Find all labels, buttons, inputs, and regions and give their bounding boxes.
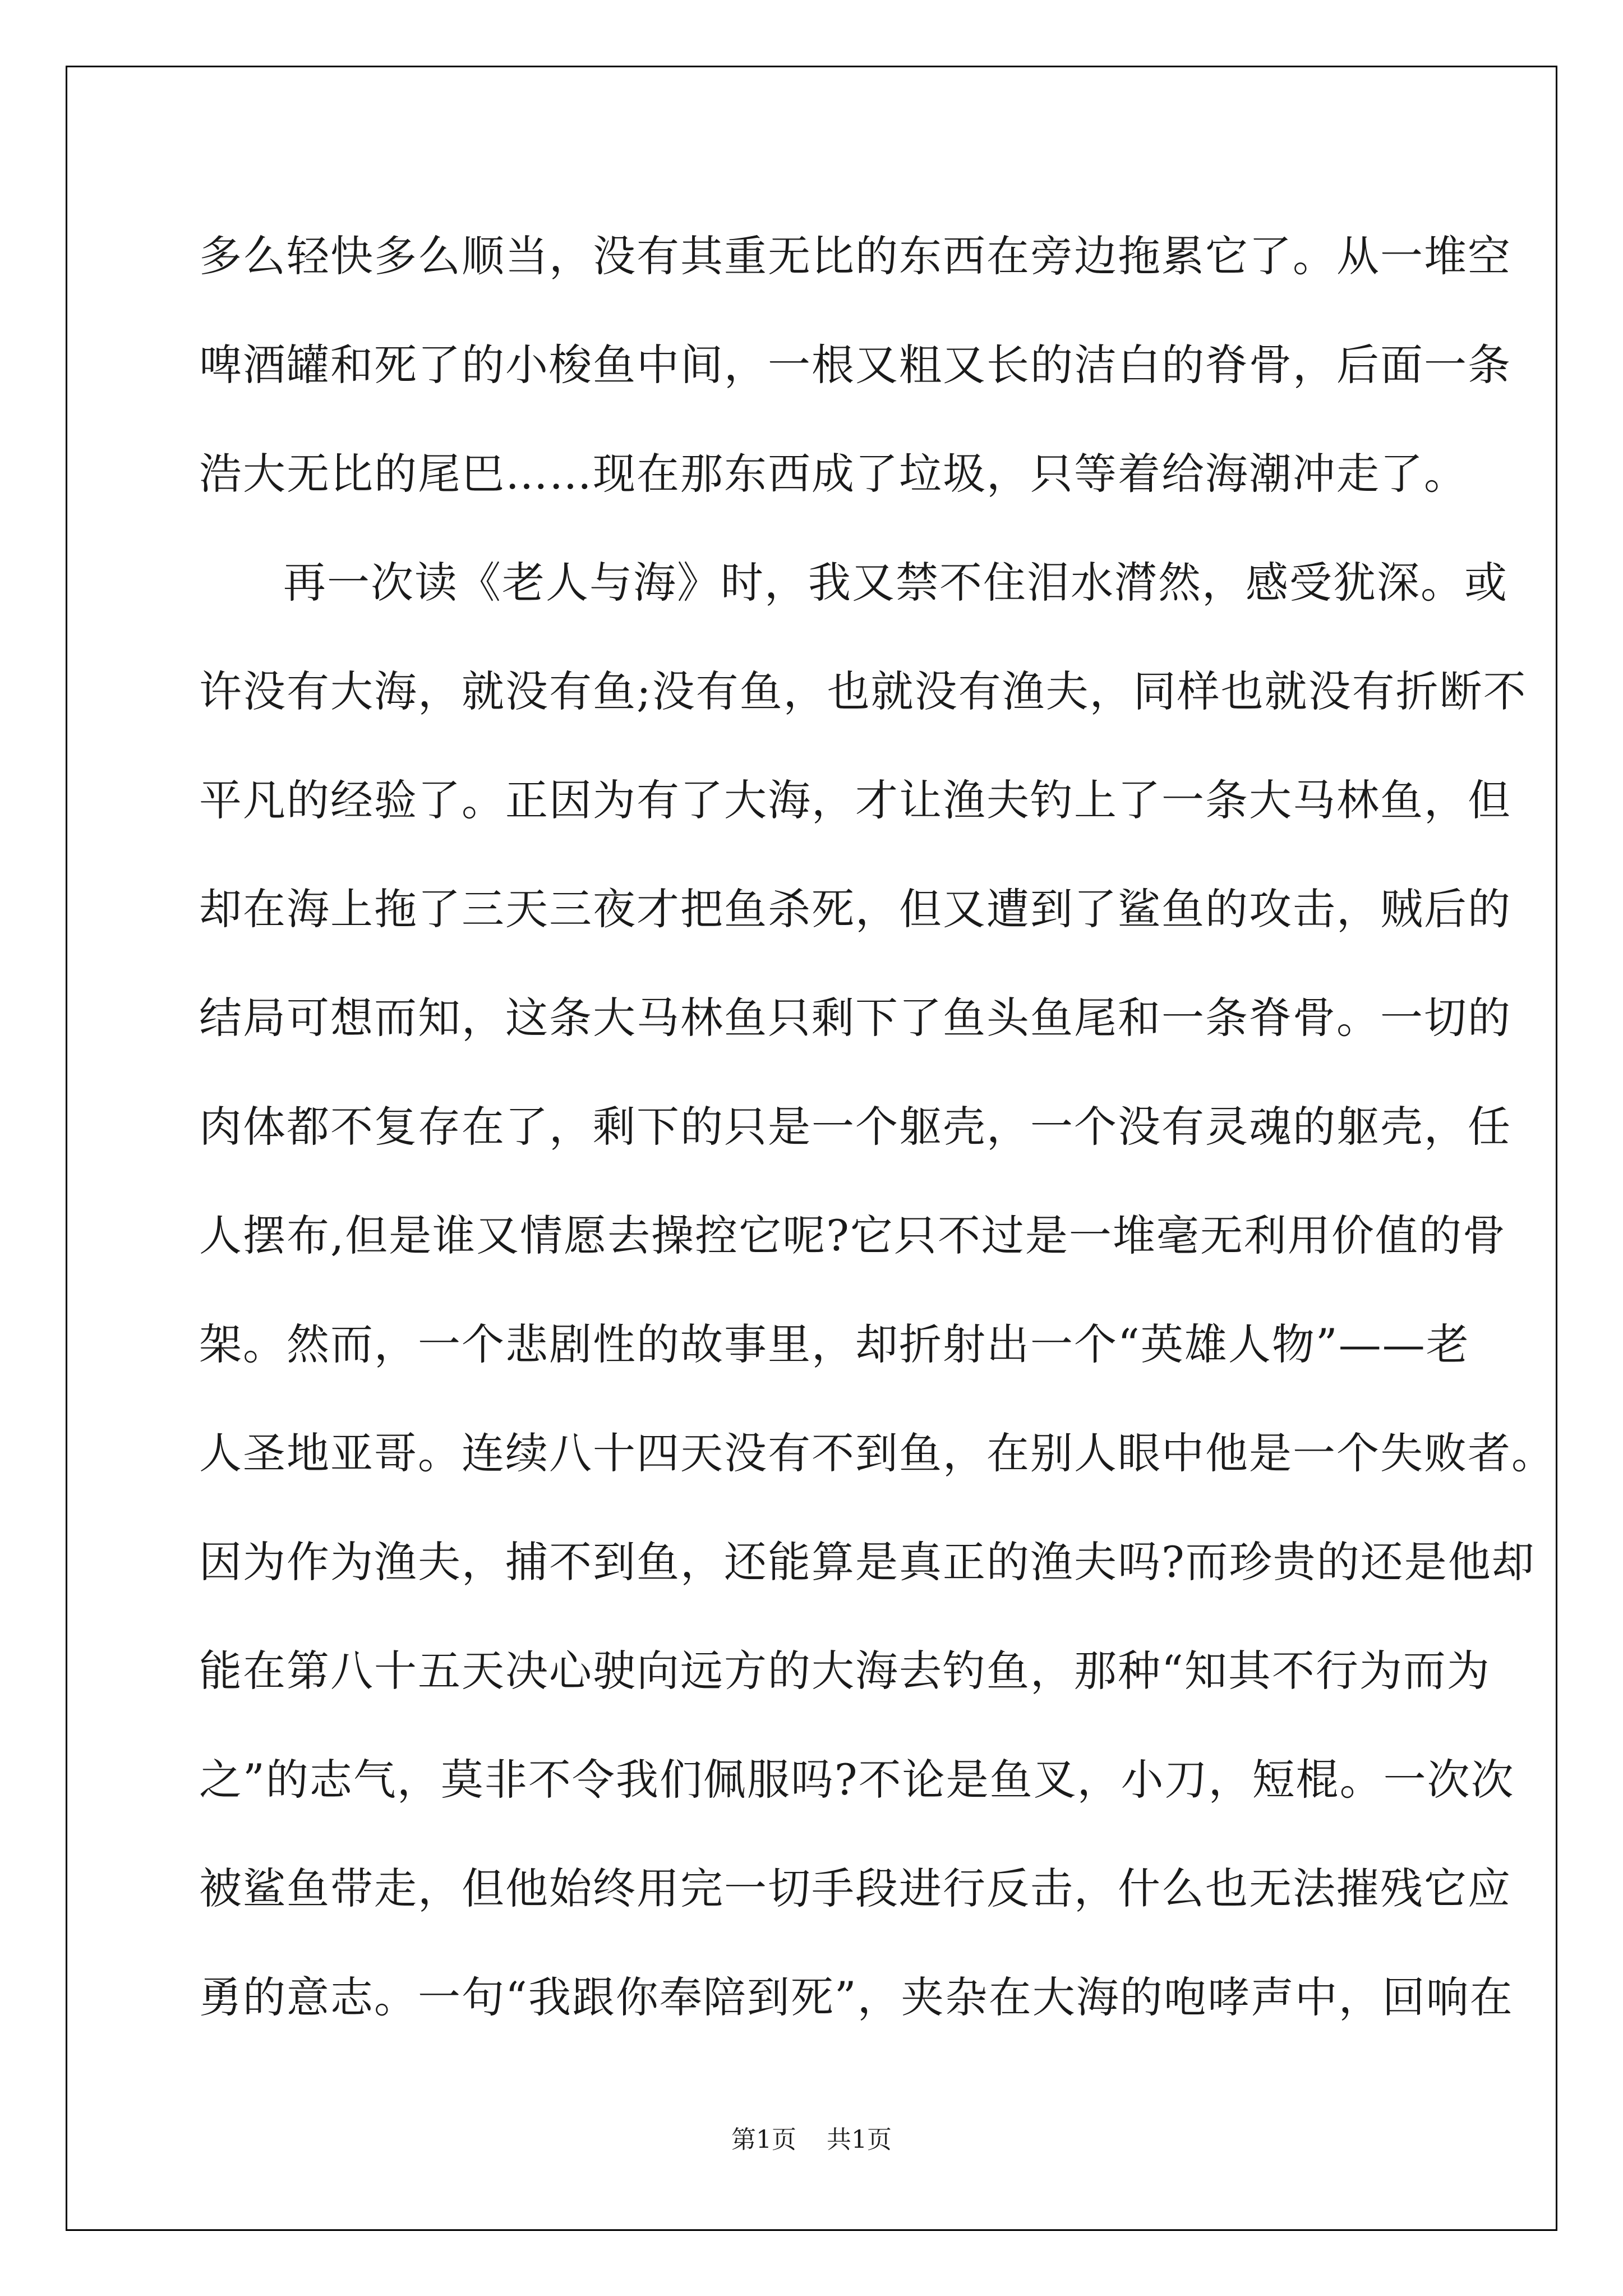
text-line: 却在海上拖了三天三夜才把鱼杀死，但又遭到了鲨鱼的攻击，贼后的	[199, 884, 1511, 934]
text-line: 肉体都不复存在了，剩下的只是一个躯壳，一个没有灵魂的躯壳，任	[199, 1102, 1511, 1152]
text-line: 结局可想而知，这条大马林鱼只剩下了鱼头鱼尾和一条脊骨。一切的	[199, 993, 1511, 1043]
text-line: 再一次读《老人与海》时，我又禁不住泪水潸然，感受犹深。或	[283, 558, 1508, 608]
text-line: 因为作为渔夫，捕不到鱼，还能算是真正的渔夫吗?而珍贵的还是他却	[199, 1537, 1536, 1587]
page-number-current: 第1页	[731, 2125, 796, 2154]
page-number-total: 共1页	[827, 2125, 892, 2154]
text-line: 架。然而，一个悲剧性的故事里，却折射出一个“英雄人物”——老	[199, 1319, 1470, 1369]
text-line: 人摆布,但是谁又情愿去操控它呢?它只不过是一堆毫无利用价值的骨	[199, 1211, 1506, 1260]
text-line: 浩大无比的尾巴……现在那东西成了垃圾，只等着给海潮冲走了。	[199, 449, 1468, 499]
text-line: 人圣地亚哥。连续八十四天没有不到鱼，在别人眼中他是一个失败者。	[199, 1428, 1555, 1478]
text-line: 勇的意志。一句“我跟你奉陪到死”，夹杂在大海的咆哮声中，回响在	[199, 1972, 1514, 2022]
document-body	[199, 202, 1555, 2052]
text-line: 许没有大海，就没有鱼;没有鱼，也就没有渔夫，同样也就没有折断不	[199, 666, 1527, 716]
text-line: 平凡的经验了。正因为有了大海，才让渔夫钓上了一条大马林鱼，但	[199, 775, 1511, 825]
text-line: 被鲨鱼带走，但他始终用完一切手段进行反击，什么也无法摧残它应	[199, 1864, 1511, 1913]
text-line: 啤酒罐和死了的小梭鱼中间，一根又粗又长的洁白的脊骨，后面一条	[199, 340, 1511, 390]
text-line: 能在第八十五天决心驶向远方的大海去钓鱼，那种“知其不行为而为	[199, 1646, 1491, 1696]
page-footer	[0, 2119, 1623, 2155]
text-line: 之”的志气，莫非不令我们佩服吗?不论是鱼叉，小刀，短棍。一次次	[199, 1755, 1515, 1805]
text-line: 多么轻快多么顺当，没有其重无比的东西在旁边拖累它了。从一堆空	[199, 231, 1511, 281]
